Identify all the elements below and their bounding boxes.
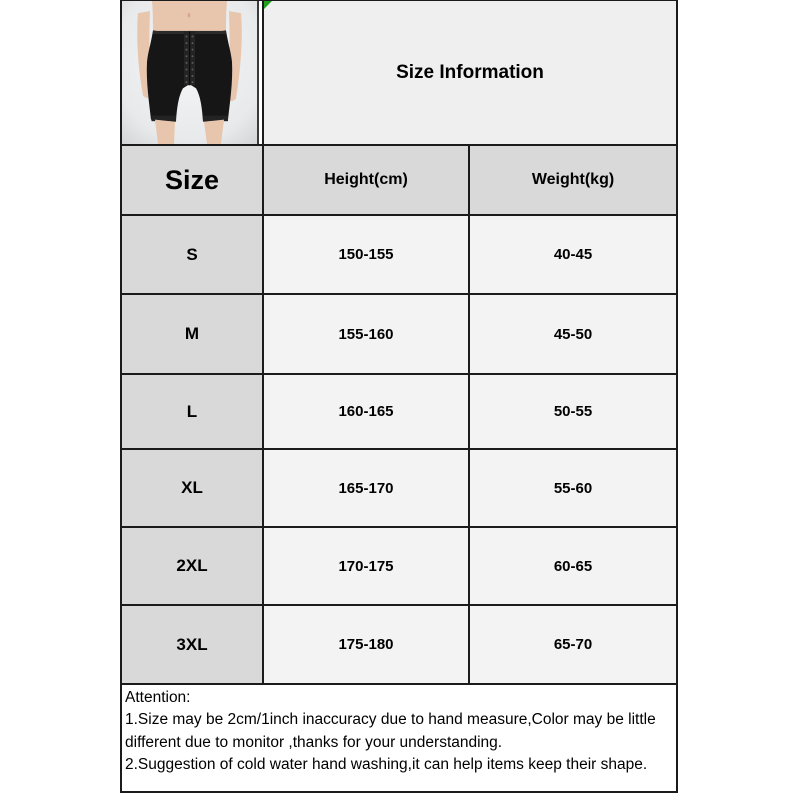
- weight-value: 50-55: [468, 375, 676, 448]
- height-value: 155-160: [262, 295, 468, 373]
- table-row: [122, 214, 676, 293]
- height-value: 165-170: [262, 450, 468, 526]
- attention-heading: Attention:: [125, 689, 191, 706]
- table-header-row: [122, 144, 676, 214]
- height-value: 175-180: [262, 606, 468, 683]
- weight-value: 65-70: [468, 606, 676, 683]
- weight-value: 40-45: [468, 216, 676, 293]
- size-label: M: [122, 295, 262, 373]
- size-label: L: [122, 375, 262, 448]
- product-image-cell: [122, 1, 262, 144]
- column-header-size: Size: [122, 146, 262, 214]
- size-label: XL: [122, 450, 262, 526]
- corner-flag-icon: [264, 1, 272, 9]
- table-row: [122, 604, 676, 683]
- weight-value: 55-60: [468, 450, 676, 526]
- height-value: 170-175: [262, 528, 468, 604]
- title-cell: [262, 1, 676, 144]
- size-label: 3XL: [122, 606, 262, 683]
- size-label: 2XL: [122, 528, 262, 604]
- product-photo: [122, 1, 259, 144]
- column-header-height: Height(cm): [262, 146, 468, 214]
- height-value: 150-155: [262, 216, 468, 293]
- size-table: [120, 0, 678, 793]
- attention-line: 1.Size may be 2cm/1inch inaccuracy due to hand measure,Color may be little: [125, 711, 656, 729]
- page-title: Size Information: [396, 61, 544, 83]
- table-row: [122, 448, 676, 526]
- size-label: S: [122, 216, 262, 293]
- shaper-shorts-illustration: [122, 1, 257, 144]
- attention-line: different due to monitor ,thanks for your understanding.: [125, 733, 503, 751]
- hook-closure: [184, 31, 195, 85]
- attention-note: [122, 683, 676, 791]
- height-value: 160-165: [262, 375, 468, 448]
- table-row: [122, 293, 676, 373]
- column-header-weight: Weight(kg): [468, 146, 676, 214]
- top-row: [122, 1, 676, 144]
- attention-line: 2.Suggestion of cold water hand washing,it can help items keep their shape.: [125, 756, 648, 774]
- weight-value: 45-50: [468, 295, 676, 373]
- table-row: [122, 373, 676, 448]
- weight-value: 60-65: [468, 528, 676, 604]
- table-row: [122, 526, 676, 604]
